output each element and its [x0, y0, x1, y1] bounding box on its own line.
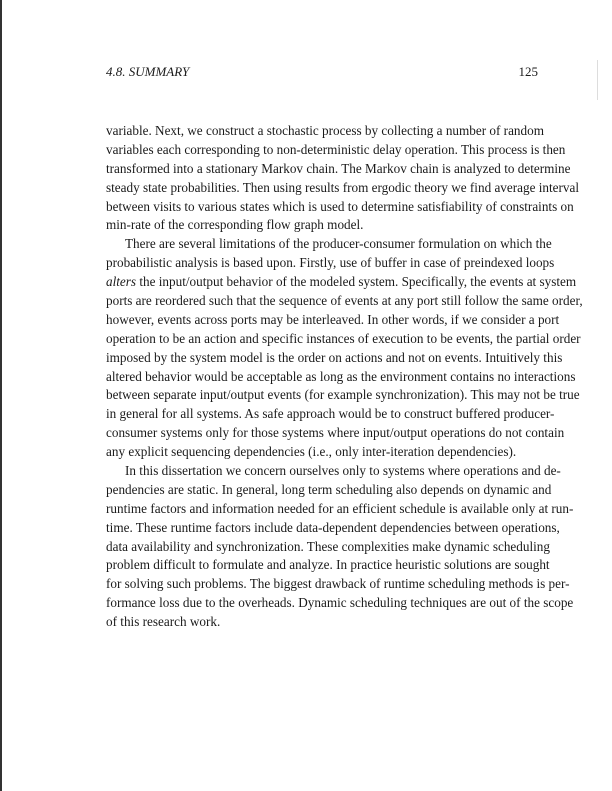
- section-title: 4.8. SUMMARY: [106, 64, 190, 79]
- text-line: steady state probabilities. Then using results from ergodic theory we find average interval: [106, 179, 580, 195]
- text-line: for solving such problems. The biggest drawback of runtime scheduling methods is per-: [106, 576, 570, 592]
- emphasized-word: alters: [106, 274, 137, 290]
- text-line: formance loss due to the overheads. Dynamic scheduling techniques are out of the scope: [106, 595, 574, 611]
- text-line: between visits to various states which is used to determine satisfiability of constraints on: [106, 198, 574, 214]
- text-line: in general for all systems. As safe approach would be to construct buffered producer-: [106, 406, 555, 422]
- text-line: min-rate of the corresponding flow graph model.: [106, 217, 364, 233]
- text-line: time. These runtime factors include data-dependent dependencies between operations,: [106, 519, 560, 535]
- text-line: data availability and synchronization. These complexities make dynamic scheduling: [106, 538, 550, 554]
- text-line: variables each corresponding to non-deterministic delay operation. This process is then: [106, 141, 566, 157]
- text-line: probabilistic analysis is based upon. Firstly, use of buffer in case of preindexed loops: [106, 255, 555, 271]
- text-line: transformed into a stationary Markov chain. The Markov chain is analyzed to determine: [106, 160, 571, 176]
- text-line: of this research work.: [106, 614, 221, 630]
- paragraph: [106, 462, 574, 632]
- running-header: [106, 64, 538, 80]
- text-line: problem difficult to formulate and analyze. In practice heuristic solutions are sought: [106, 557, 550, 573]
- text-line: altered behavior would be acceptable as long as the environment contains no interactions: [106, 368, 576, 384]
- page-scan-mark: [597, 60, 598, 100]
- text-line: imposed by the system model is the order on actions and not on events. Intuitively this: [106, 349, 563, 365]
- text-line: alters the input/output behavior of the modeled system. Specifically, the events at system: [106, 274, 577, 290]
- body-text: [106, 122, 583, 632]
- text-line: operation to be an action and specific instances of execution to be events, the partial order: [106, 330, 581, 346]
- page-scan-edge: [0, 0, 2, 791]
- page-number: 125: [518, 64, 538, 79]
- text-line: consumer systems only for those systems where input/output operations do not contain: [106, 425, 565, 441]
- paragraph: [106, 122, 580, 235]
- text-line: There are several limitations of the producer-consumer formulation on which the: [125, 236, 552, 252]
- text-line: however, events across ports may be interleaved. In other words, if we consider a port: [106, 311, 560, 327]
- text-line: between separate input/output events (for example synchronization). This may not be true: [106, 387, 580, 403]
- text-line: any explicit sequencing dependencies (i.e., only inter-iteration dependencies).: [106, 444, 517, 460]
- text-line: variable. Next, we construct a stochastic process by collecting a number of random: [106, 123, 544, 138]
- paragraph: [106, 235, 583, 462]
- text-line: ports are reordered such that the sequence of events at any port still follow the same order,: [106, 293, 583, 309]
- text-line: In this dissertation we concern ourselves only to systems where operations and de-: [125, 463, 561, 479]
- text-line: runtime factors and information needed for an efficient schedule is available only at run-: [106, 500, 574, 516]
- text-line: pendencies are static. In general, long term scheduling also depends on dynamic and: [106, 481, 552, 497]
